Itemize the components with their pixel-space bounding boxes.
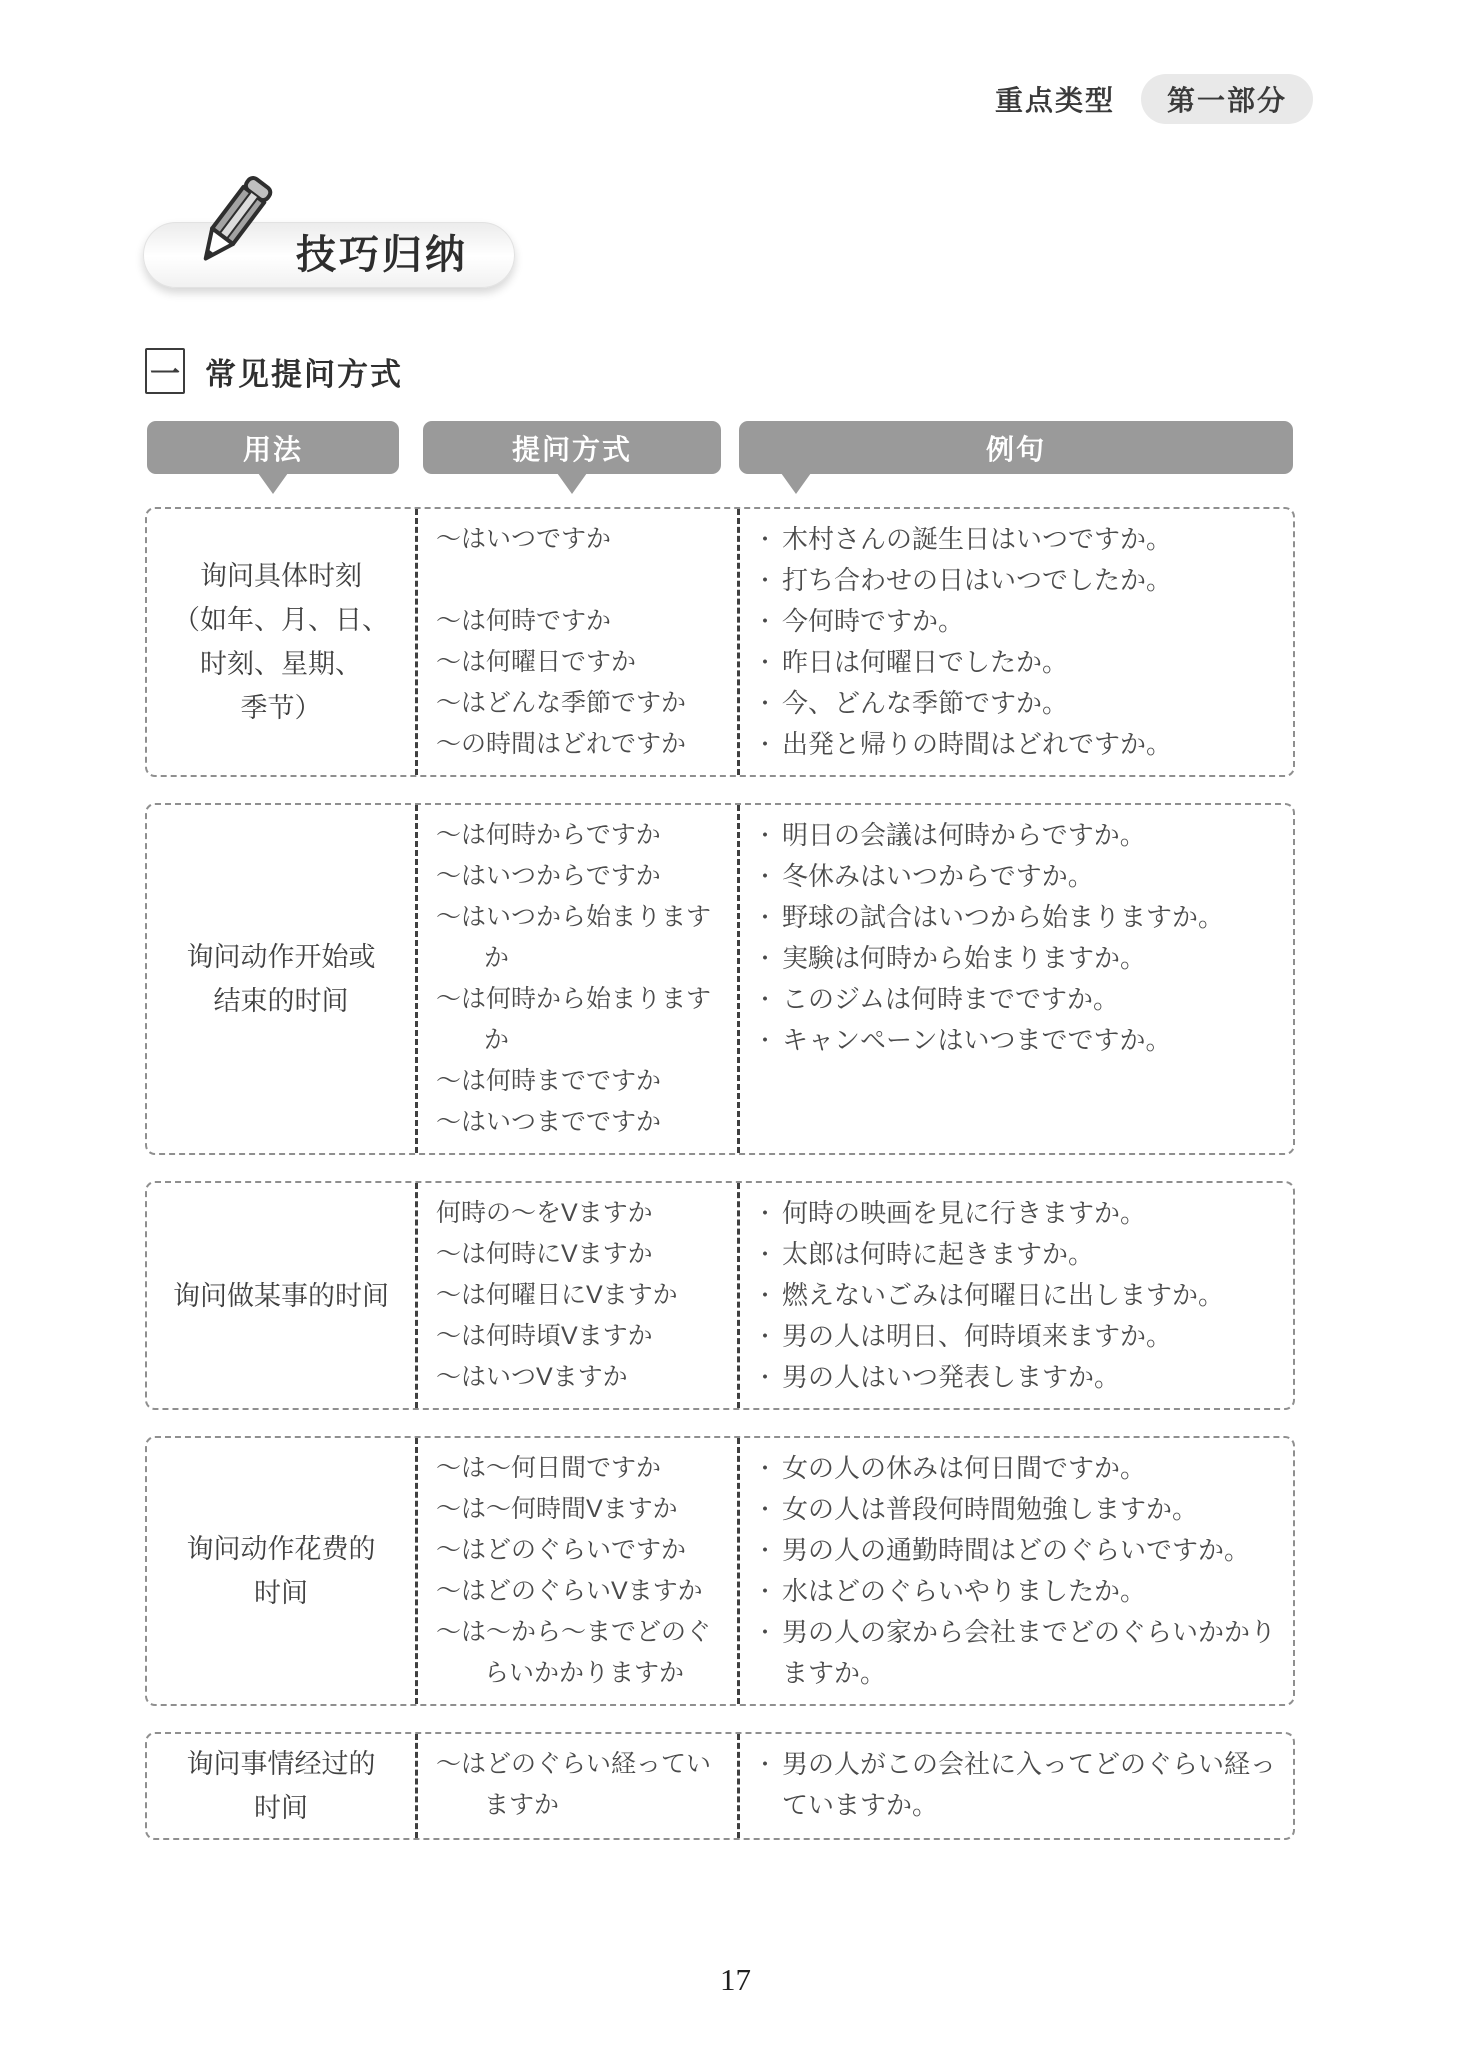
bullet-icon: ・ bbox=[754, 1028, 777, 1053]
page-number: 17 bbox=[720, 1962, 751, 1997]
example-text: このジムは何時までですか。 bbox=[782, 984, 1119, 1014]
example-text: 女の人の休みは何日間ですか。 bbox=[782, 1453, 1147, 1483]
example-text: 男の人がこの会社に入ってどのぐらい経っていますか。 bbox=[782, 1749, 1277, 1820]
pattern-text: ～は何時から始まりますか bbox=[436, 985, 712, 1054]
example-text: 木村さんの誕生日はいつですか。 bbox=[782, 524, 1173, 554]
example-item bbox=[752, 1316, 1279, 1357]
pattern-text: ～は何時までですか bbox=[436, 1067, 662, 1095]
bullet-icon: ・ bbox=[754, 823, 777, 848]
pattern-text: ～は何時からですか bbox=[436, 821, 661, 849]
usage-text: 时刻、星期、 bbox=[200, 649, 362, 679]
example-text: 今何時ですか。 bbox=[782, 606, 965, 636]
page-title: 技巧归纳 bbox=[296, 233, 468, 277]
example-item bbox=[752, 1020, 1279, 1061]
example-item bbox=[752, 724, 1279, 765]
bullet-icon: ・ bbox=[754, 1456, 777, 1481]
pattern-text: ～は～何時間Vますか bbox=[436, 1495, 678, 1523]
example-item bbox=[752, 1357, 1279, 1398]
pencil-icon bbox=[176, 155, 286, 295]
bullet-icon: ・ bbox=[754, 732, 777, 757]
column-header-example-label: 例句 bbox=[985, 433, 1046, 465]
patterns-cell bbox=[415, 1734, 737, 1838]
usage-text: 询问事情经过的 bbox=[186, 1749, 376, 1779]
usage-text: 询问具体时刻 bbox=[200, 561, 362, 591]
patterns-cell bbox=[415, 1183, 737, 1408]
example-text: 燃えないごみは何曜日に出しますか。 bbox=[782, 1280, 1225, 1310]
example-text: 何時の映画を見に行きますか。 bbox=[782, 1198, 1147, 1228]
example-item bbox=[752, 519, 1279, 560]
pattern-text: ～はどのぐらいVますか bbox=[436, 1577, 703, 1605]
example-item bbox=[752, 856, 1279, 897]
example-item bbox=[752, 938, 1279, 979]
table-row bbox=[145, 803, 1295, 1155]
usage-text: 询问动作花费的 bbox=[186, 1534, 376, 1564]
pattern-text: ～は～から～までどのぐらいかかりますか bbox=[436, 1618, 712, 1687]
example-item bbox=[752, 1193, 1279, 1234]
examples-cell bbox=[737, 1183, 1293, 1408]
usage-text: （如年、月、日、 bbox=[173, 605, 389, 635]
table-row bbox=[145, 1436, 1295, 1706]
column-header-pattern-label: 提问方式 bbox=[511, 433, 632, 465]
pattern-text: ～はいつからですか bbox=[436, 862, 661, 890]
pattern-text: ～は～何日間ですか bbox=[436, 1454, 662, 1482]
examples-cell bbox=[737, 1734, 1293, 1838]
example-item bbox=[752, 560, 1279, 601]
bullet-icon: ・ bbox=[754, 864, 777, 889]
pattern-text: ～はいつですか bbox=[436, 525, 612, 553]
bullet-icon: ・ bbox=[754, 1324, 777, 1349]
usage-text: 季节） bbox=[240, 693, 322, 723]
example-item bbox=[752, 1448, 1279, 1489]
examples-cell bbox=[737, 805, 1293, 1153]
bullet-icon: ・ bbox=[754, 691, 777, 716]
usage-cell bbox=[147, 1183, 415, 1408]
example-text: 男の人はいつ発表しますか。 bbox=[782, 1362, 1121, 1392]
example-item bbox=[752, 1530, 1279, 1571]
examples-cell bbox=[737, 509, 1293, 775]
table-header-row bbox=[145, 421, 1297, 507]
pattern-text: ～はどんな季節ですか bbox=[436, 689, 687, 717]
bubble-tail-icon bbox=[557, 473, 587, 494]
example-item bbox=[752, 1234, 1279, 1275]
example-text: 昨日は何曜日でしたか。 bbox=[782, 647, 1069, 677]
bullet-icon: ・ bbox=[754, 1620, 777, 1645]
bullet-icon: ・ bbox=[754, 1752, 777, 1777]
column-header-usage-label: 用法 bbox=[242, 433, 303, 465]
usage-text: 结束的时间 bbox=[213, 986, 349, 1016]
running-header bbox=[995, 74, 1313, 124]
pattern-text: ～は何時にVますか bbox=[436, 1240, 653, 1268]
table-body bbox=[145, 507, 1297, 1840]
examples-cell bbox=[737, 1438, 1293, 1704]
example-text: 男の人は明日、何時頃来ますか。 bbox=[782, 1321, 1173, 1351]
pattern-text: ～は何曜日にVますか bbox=[436, 1281, 678, 1309]
table-row bbox=[145, 1732, 1295, 1840]
example-item bbox=[752, 642, 1279, 683]
example-text: 実験は何時から始まりますか。 bbox=[782, 943, 1147, 973]
bullet-icon: ・ bbox=[754, 905, 777, 930]
header-part-badge: 第一部分 bbox=[1141, 74, 1313, 124]
pattern-text: ～はどのぐらいですか bbox=[436, 1536, 687, 1564]
example-text: 打ち合わせの日はいつでしたか。 bbox=[782, 565, 1173, 595]
section-number-box: 一 bbox=[145, 348, 185, 394]
example-text: 男の人の通勤時間はどのぐらいですか。 bbox=[782, 1535, 1251, 1565]
pattern-text: ～は何時頃Vますか bbox=[436, 1322, 653, 1350]
pattern-text: ～の時間はどれですか bbox=[436, 730, 687, 758]
usage-text: 时间 bbox=[254, 1793, 308, 1823]
example-text: 水はどのぐらいやりましたか。 bbox=[782, 1576, 1147, 1606]
example-item bbox=[752, 1489, 1279, 1530]
bullet-icon: ・ bbox=[754, 987, 777, 1012]
bubble-tail-icon bbox=[781, 473, 811, 494]
example-text: 男の人の家から会社までどのぐらいかかりますか。 bbox=[782, 1617, 1277, 1688]
example-item bbox=[752, 683, 1279, 724]
pattern-text: 何時の～をVますか bbox=[436, 1199, 653, 1227]
patterns-cell bbox=[415, 805, 737, 1153]
bullet-icon: ・ bbox=[754, 1579, 777, 1604]
pattern-text bbox=[436, 560, 729, 601]
example-text: 冬休みはいつからですか。 bbox=[782, 861, 1094, 891]
patterns-cell bbox=[415, 1438, 737, 1704]
usage-text: 时间 bbox=[254, 1578, 308, 1608]
example-item bbox=[752, 1744, 1279, 1826]
header-section-label: 重点类型 bbox=[994, 85, 1115, 116]
question-patterns-table bbox=[145, 421, 1297, 1866]
bullet-icon: ・ bbox=[754, 946, 777, 971]
example-text: 女の人は普段何時間勉強しますか。 bbox=[782, 1494, 1199, 1524]
section-header bbox=[145, 348, 403, 394]
example-item bbox=[752, 815, 1279, 856]
patterns-cell bbox=[415, 509, 737, 775]
example-item bbox=[752, 979, 1279, 1020]
example-text: 野球の試合はいつから始まりますか。 bbox=[782, 902, 1225, 932]
pattern-text: ～はどのぐらい経っていますか bbox=[436, 1750, 712, 1819]
bullet-icon: ・ bbox=[754, 1283, 777, 1308]
pattern-text: ～はいつVますか bbox=[436, 1363, 628, 1391]
pattern-text: ～はいつまでですか bbox=[436, 1108, 662, 1136]
example-item bbox=[752, 1275, 1279, 1316]
example-item bbox=[752, 1571, 1279, 1612]
bullet-icon: ・ bbox=[754, 609, 777, 634]
usage-text: 询问动作开始或 bbox=[186, 942, 376, 972]
pattern-text: ～は何曜日ですか bbox=[436, 648, 637, 676]
table-row bbox=[145, 507, 1295, 777]
bubble-tail-icon bbox=[258, 473, 288, 494]
usage-text: 询问做某事的时间 bbox=[173, 1280, 389, 1311]
column-header-example bbox=[739, 421, 1293, 474]
bullet-icon: ・ bbox=[754, 1201, 777, 1226]
usage-cell bbox=[147, 509, 415, 775]
bullet-icon: ・ bbox=[754, 1497, 777, 1522]
section-title: 常见提问方式 bbox=[205, 356, 403, 392]
example-item bbox=[752, 1612, 1279, 1694]
bullet-icon: ・ bbox=[754, 527, 777, 552]
pattern-text: ～は何時ですか bbox=[436, 607, 612, 635]
table-row bbox=[145, 1181, 1295, 1410]
usage-cell bbox=[147, 1734, 415, 1838]
bullet-icon: ・ bbox=[754, 568, 777, 593]
bullet-icon: ・ bbox=[754, 1365, 777, 1390]
usage-cell bbox=[147, 1438, 415, 1704]
example-text: キャンペーンはいつまでですか。 bbox=[782, 1025, 1172, 1055]
bullet-icon: ・ bbox=[754, 1242, 777, 1267]
bullet-icon: ・ bbox=[754, 1538, 777, 1563]
example-text: 明日の会議は何時からですか。 bbox=[782, 820, 1146, 850]
example-item bbox=[752, 601, 1279, 642]
title-badge bbox=[143, 222, 515, 288]
pattern-text: ～はいつから始まりますか bbox=[436, 903, 712, 972]
example-text: 出発と帰りの時間はどれですか。 bbox=[782, 729, 1173, 759]
usage-cell bbox=[147, 805, 415, 1153]
example-text: 太郎は何時に起きますか。 bbox=[782, 1239, 1095, 1269]
example-item bbox=[752, 897, 1279, 938]
column-header-usage bbox=[147, 421, 399, 474]
example-text: 今、どんな季節ですか。 bbox=[782, 688, 1069, 718]
bullet-icon: ・ bbox=[754, 650, 777, 675]
column-header-pattern bbox=[423, 421, 721, 474]
